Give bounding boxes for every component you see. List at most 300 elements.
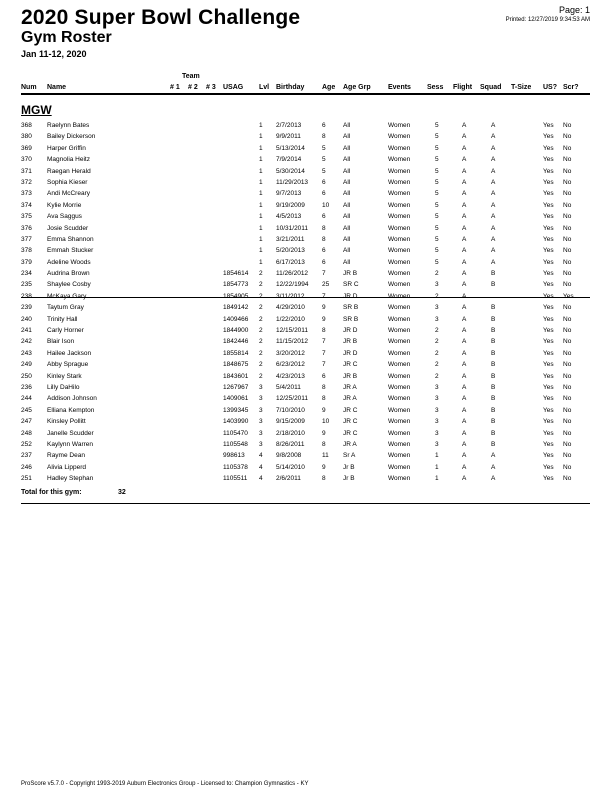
level: 1 [259, 167, 263, 175]
age: 9 [322, 315, 326, 323]
athlete-number: 252 [21, 440, 32, 448]
table-row [0, 279, 612, 290]
table-row [0, 188, 612, 199]
age: 8 [322, 133, 326, 141]
usag-number: 1409061 [223, 395, 249, 403]
squad: B [491, 270, 496, 278]
age-group: All [343, 213, 351, 221]
roster-rows [0, 120, 612, 485]
table-row [0, 393, 612, 404]
events: Women [388, 258, 411, 266]
column-header-us: US? [543, 84, 557, 91]
athlete-number: 243 [21, 349, 32, 357]
age: 5 [322, 167, 326, 175]
events: Women [388, 372, 411, 380]
table-row [0, 257, 612, 268]
scratched-flag: No [563, 361, 572, 369]
scratched-flag: No [563, 349, 572, 357]
age: 5 [322, 144, 326, 152]
birthday: 7/10/2010 [276, 406, 305, 414]
age-group: JR A [343, 395, 357, 403]
flight: A [462, 270, 467, 278]
level: 1 [259, 156, 263, 164]
printed-timestamp: Printed: 12/27/2019 9:34:53 AM [505, 17, 590, 23]
session: 1 [435, 475, 439, 483]
usag-number: 1854905 [223, 292, 249, 300]
events: Women [388, 383, 411, 391]
session: 2 [435, 292, 439, 300]
age-group: JR C [343, 429, 358, 437]
athlete-number: 373 [21, 190, 32, 198]
us-flag: Yes [543, 122, 554, 129]
level: 2 [259, 327, 263, 335]
table-row [0, 462, 612, 473]
usag-number: 1267967 [223, 383, 249, 391]
session: 2 [435, 327, 439, 335]
athlete-number: 376 [21, 224, 32, 232]
us-flag: Yes [543, 327, 554, 335]
age: 8 [322, 440, 326, 448]
session: 2 [435, 349, 439, 357]
squad: A [491, 190, 496, 198]
athlete-number: 248 [21, 429, 32, 437]
report-title: 2020 Super Bowl Challenge [21, 6, 301, 29]
session: 1 [435, 452, 439, 460]
level: 1 [259, 144, 263, 152]
session: 2 [435, 338, 439, 346]
header-rule [21, 93, 590, 95]
age-group: Jr B [343, 463, 355, 471]
usag-number: 1403990 [223, 418, 249, 426]
birthday: 5/13/2014 [276, 144, 305, 152]
us-flag: Yes [543, 395, 554, 403]
events: Women [388, 178, 411, 186]
flight: A [462, 463, 467, 471]
column-header-team: Team [182, 73, 200, 80]
table-row [0, 120, 612, 131]
events: Women [388, 133, 411, 141]
usag-number: 1105378 [223, 463, 248, 471]
athlete-name: Raegan Herald [47, 167, 91, 175]
athlete-name: Kylie Morrie [47, 201, 82, 209]
athlete-name: Harper Griffin [47, 144, 86, 152]
flight: A [462, 144, 467, 152]
age: 8 [322, 327, 326, 335]
flight: A [462, 475, 467, 483]
bottom-rule [21, 503, 590, 504]
level: 3 [259, 383, 263, 391]
athlete-number: 240 [21, 315, 32, 323]
session: 5 [435, 178, 439, 186]
total-count: 32 [118, 489, 126, 496]
birthday: 3/21/2011 [276, 235, 305, 243]
session: 3 [435, 383, 439, 391]
level: 3 [259, 429, 263, 437]
age: 6 [322, 213, 326, 221]
birthday: 10/31/2011 [276, 224, 309, 232]
squad: B [491, 418, 496, 426]
age: 7 [322, 349, 326, 357]
page-number: Page: 1 [558, 5, 590, 15]
age-group: Sr A [343, 452, 356, 460]
us-flag: Yes [543, 144, 554, 152]
birthday: 11/29/2013 [276, 178, 309, 186]
athlete-number: 245 [21, 406, 32, 414]
squad: A [491, 475, 496, 483]
squad: A [491, 122, 496, 129]
squad: B [491, 338, 496, 346]
us-flag: Yes [543, 167, 554, 175]
flight: A [462, 304, 467, 312]
usag-number: 998613 [223, 452, 245, 460]
age: 7 [322, 361, 326, 369]
events: Women [388, 292, 411, 300]
birthday: 12/22/1994 [276, 281, 309, 289]
scratched-flag: No [563, 395, 572, 403]
table-row [0, 359, 612, 370]
squad: A [491, 156, 496, 164]
table-row [0, 416, 612, 427]
athlete-number: 249 [21, 361, 32, 369]
column-header-squad: Squad [480, 84, 502, 91]
age-group: JR A [343, 440, 357, 448]
usag-number: 1105470 [223, 429, 248, 437]
birthday: 8/26/2011 [276, 440, 305, 448]
session: 5 [435, 133, 439, 141]
events: Women [388, 475, 411, 483]
table-row [0, 314, 612, 325]
flight: A [462, 213, 467, 221]
birthday: 12/15/2011 [276, 327, 309, 335]
athlete-name: Carly Horner [47, 327, 84, 335]
us-flag: Yes [543, 383, 554, 391]
scratched-flag: No [563, 156, 572, 164]
flight: A [462, 190, 467, 198]
events: Women [388, 235, 411, 243]
us-flag: Yes [543, 247, 554, 255]
squad: B [491, 429, 496, 437]
athlete-name: Hailee Jackson [47, 349, 92, 357]
us-flag: Yes [543, 475, 554, 483]
us-flag: Yes [543, 178, 554, 186]
events: Women [388, 304, 411, 312]
age-group: SR B [343, 315, 359, 323]
scratched-flag: No [563, 383, 572, 391]
events: Women [388, 247, 411, 255]
events: Women [388, 201, 411, 209]
session: 3 [435, 304, 439, 312]
age: 6 [322, 178, 326, 186]
age-group: JR C [343, 361, 358, 369]
birthday: 2/6/2011 [276, 475, 301, 483]
scratched-flag: No [563, 463, 572, 471]
session: 5 [435, 213, 439, 221]
age: 9 [322, 463, 326, 471]
session: 3 [435, 281, 439, 289]
table-row [0, 450, 612, 461]
flight: A [462, 292, 467, 300]
level: 1 [259, 190, 263, 198]
athlete-name: Adeline Woods [47, 258, 91, 266]
scratched-flag: No [563, 167, 572, 175]
squad: A [491, 133, 496, 141]
session: 5 [435, 201, 439, 209]
us-flag: Yes [543, 418, 554, 426]
squad: A [491, 178, 496, 186]
level: 2 [259, 361, 263, 369]
table-row [0, 348, 612, 359]
age-group: SR C [343, 281, 359, 289]
footer-copyright: ProScore v5.7.0 - Copyright 1993-2019 Auburn Electronics Group - Licensed to: Champion Gymnastics - KY [21, 781, 309, 787]
session: 3 [435, 418, 439, 426]
scratched-flag: No [563, 372, 572, 380]
age-group: JR D [343, 327, 358, 335]
us-flag: Yes [543, 315, 554, 323]
scratched-flag: No [563, 247, 572, 255]
athlete-name: Janelle Scudder [47, 429, 94, 437]
usag-number: 1849142 [223, 304, 249, 312]
squad: A [491, 224, 496, 232]
session: 5 [435, 235, 439, 243]
age: 8 [322, 235, 326, 243]
athlete-name: Andi McCreary [47, 190, 90, 198]
events: Women [388, 463, 411, 471]
age: 8 [322, 383, 326, 391]
athlete-name: Kinsley Pollitt [47, 418, 86, 426]
age-group: JR D [343, 292, 358, 300]
squad: B [491, 395, 496, 403]
athlete-number: 377 [21, 235, 32, 243]
athlete-number: 237 [21, 452, 32, 460]
level: 2 [259, 349, 263, 357]
athlete-name: Lilly DaHilo [47, 383, 80, 391]
events: Women [388, 440, 411, 448]
level: 1 [259, 178, 263, 186]
usag-number: 1843601 [223, 372, 249, 380]
age-group: JR C [343, 406, 358, 414]
athlete-name: Elliana Kempton [47, 406, 95, 414]
table-row [0, 245, 612, 256]
athlete-number: 251 [21, 475, 32, 483]
flight: A [462, 133, 467, 141]
events: Women [388, 361, 411, 369]
age: 25 [322, 281, 330, 289]
birthday: 6/23/2012 [276, 361, 305, 369]
athlete-number: 378 [21, 247, 32, 255]
us-flag: Yes [543, 270, 554, 278]
level: 3 [259, 406, 263, 414]
athlete-name: Sophia Kieser [47, 178, 88, 186]
age-group: JR B [343, 270, 358, 278]
flight: A [462, 372, 467, 380]
age-group: All [343, 201, 351, 209]
column-header-age-group: Age Grp [343, 84, 371, 91]
usag-number: 1854773 [223, 281, 249, 289]
table-row [0, 268, 612, 279]
level: 2 [259, 338, 263, 346]
athlete-name: Audrina Brown [47, 270, 90, 278]
age: 8 [322, 224, 326, 232]
birthday: 9/7/2013 [276, 190, 302, 198]
age-group: All [343, 190, 351, 198]
squad: B [491, 383, 496, 391]
scratched-flag: No [563, 440, 572, 448]
birthday: 11/26/2012 [276, 270, 309, 278]
age-group: All [343, 258, 351, 266]
athlete-number: 379 [21, 258, 32, 266]
scratched-flag: No [563, 213, 572, 221]
flight: A [462, 383, 467, 391]
birthday: 4/5/2013 [276, 213, 302, 221]
scratched-flag: No [563, 327, 572, 335]
athlete-number: 250 [21, 372, 32, 380]
scratched-flag: No [563, 418, 572, 426]
us-flag: Yes [543, 372, 554, 380]
birthday: 4/29/2010 [276, 304, 305, 312]
level: 2 [259, 372, 263, 380]
session: 3 [435, 315, 439, 323]
table-row [0, 200, 612, 211]
table-row [0, 325, 612, 336]
squad: A [491, 213, 496, 221]
athlete-name: Emma Shannon [47, 235, 94, 243]
scratched-flag: No [563, 235, 572, 243]
table-row [0, 211, 612, 222]
flight: A [462, 452, 467, 460]
scratched-flag: No [563, 452, 572, 460]
events: Women [388, 122, 411, 129]
squad: A [491, 463, 496, 471]
level: 3 [259, 440, 263, 448]
age-group: JR D [343, 349, 358, 357]
athlete-number: 238 [21, 292, 32, 300]
flight: A [462, 406, 467, 414]
level: 1 [259, 224, 263, 232]
athlete-number: 369 [21, 144, 32, 152]
usag-number: 1848675 [223, 361, 249, 369]
events: Women [388, 190, 411, 198]
birthday: 7/9/2014 [276, 156, 302, 164]
column-header-usag: USAG [223, 84, 244, 91]
events: Women [388, 338, 411, 346]
us-flag: Yes [543, 440, 554, 448]
session: 3 [435, 440, 439, 448]
scratched-flag: No [563, 144, 572, 152]
table-row [0, 371, 612, 382]
session: 3 [435, 406, 439, 414]
events: Women [388, 281, 411, 289]
scratched-flag: No [563, 201, 572, 209]
age-group: All [343, 144, 351, 152]
squad: B [491, 406, 496, 414]
age: 9 [322, 406, 326, 414]
us-flag: Yes [543, 213, 554, 221]
session: 5 [435, 190, 439, 198]
athlete-number: 374 [21, 201, 32, 209]
us-flag: Yes [543, 463, 554, 471]
age: 9 [322, 304, 326, 312]
flight: A [462, 247, 467, 255]
us-flag: Yes [543, 190, 554, 198]
events: Women [388, 144, 411, 152]
athlete-number: 372 [21, 178, 32, 186]
birthday: 3/20/2012 [276, 349, 305, 357]
athlete-name: Kaylynn Warren [47, 440, 93, 448]
usag-number: 1854614 [223, 270, 249, 278]
us-flag: Yes [543, 281, 554, 289]
athlete-number: 242 [21, 338, 32, 346]
us-flag: Yes [543, 156, 554, 164]
age: 8 [322, 475, 326, 483]
age-group: All [343, 235, 351, 243]
column-header-session: Sess [427, 84, 444, 91]
level: 2 [259, 304, 263, 312]
age-group: All [343, 224, 351, 232]
events: Women [388, 327, 411, 335]
session: 3 [435, 395, 439, 403]
age: 6 [322, 190, 326, 198]
squad: A [491, 201, 496, 209]
level: 1 [259, 235, 263, 243]
flight: A [462, 349, 467, 357]
flight: A [462, 418, 467, 426]
squad: B [491, 440, 496, 448]
athlete-name: McKaya Gary [47, 292, 87, 300]
age-group: JR A [343, 383, 357, 391]
us-flag: Yes [543, 292, 554, 300]
squad: B [491, 304, 496, 312]
age: 10 [322, 201, 330, 209]
events: Women [388, 167, 411, 175]
birthday: 5/20/2013 [276, 247, 305, 255]
table-row [0, 177, 612, 188]
events: Women [388, 429, 411, 437]
athlete-name: Hadley Stephan [47, 475, 94, 483]
age-group: All [343, 122, 351, 129]
athlete-name: Ava Saggus [47, 213, 82, 221]
squad: A [491, 167, 496, 175]
birthday: 5/4/2011 [276, 383, 301, 391]
birthday: 4/23/2013 [276, 372, 305, 380]
scratched-flag: No [563, 406, 572, 414]
table-row [0, 302, 612, 313]
age: 11 [322, 452, 329, 460]
age: 7 [322, 292, 326, 300]
birthday: 2/7/2013 [276, 122, 302, 129]
events: Women [388, 452, 411, 460]
birthday: 9/9/2011 [276, 133, 301, 141]
us-flag: Yes [543, 429, 554, 437]
birthday: 2/18/2010 [276, 429, 305, 437]
scratched-flag: Yes [563, 292, 574, 300]
level: 3 [259, 418, 263, 426]
age: 10 [322, 418, 330, 426]
athlete-number: 236 [21, 383, 32, 391]
athlete-name: Blair Ison [47, 338, 75, 346]
athlete-number: 246 [21, 463, 32, 471]
column-header-tsize: T-Size [511, 84, 532, 91]
flight: A [462, 167, 467, 175]
level: 2 [259, 270, 263, 278]
events: Women [388, 315, 411, 323]
events: Women [388, 213, 411, 221]
column-header-events: Events [388, 84, 411, 91]
column-header-team-2: # 2 [188, 84, 198, 91]
flight: A [462, 235, 467, 243]
athlete-number: 235 [21, 281, 32, 289]
athlete-number: 241 [21, 327, 32, 335]
column-header-birthday: Birthday [276, 84, 305, 91]
